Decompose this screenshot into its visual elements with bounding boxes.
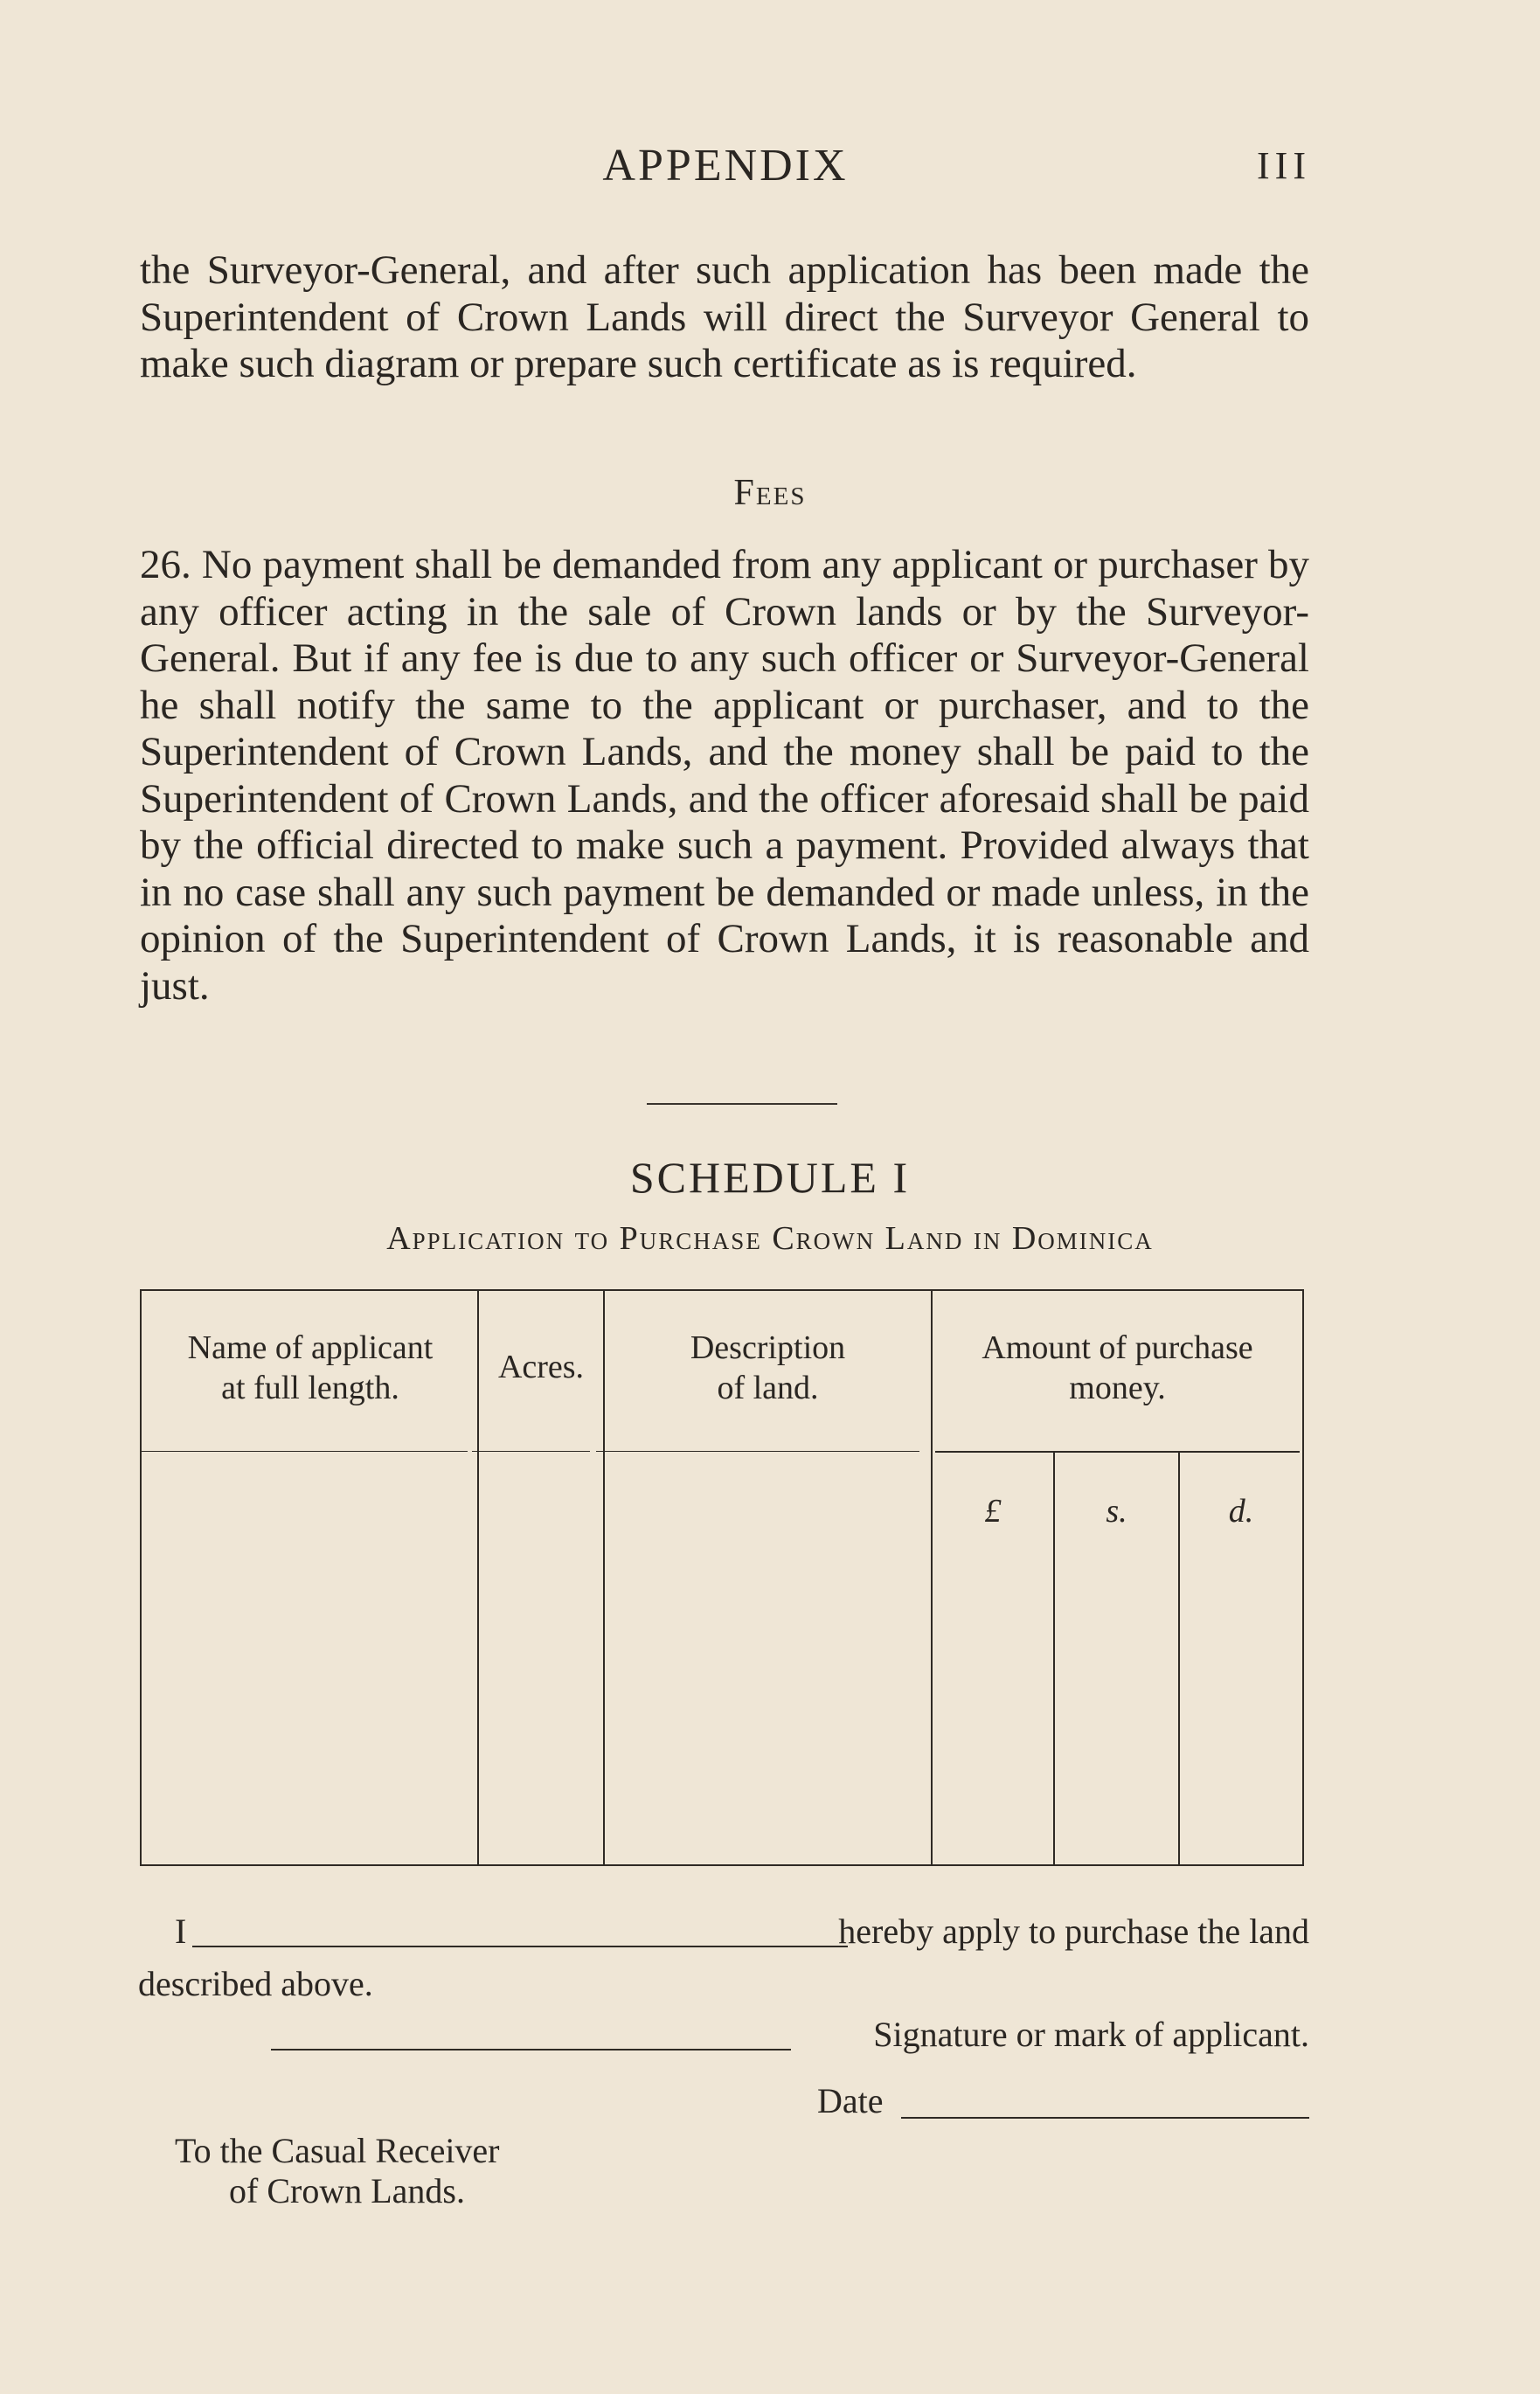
application-form-table [140, 1289, 1304, 1866]
header-underline-amount [935, 1451, 1300, 1453]
section-divider [647, 1103, 837, 1105]
table-right-rule [1302, 1289, 1304, 1866]
column-header-acres: Acres. [497, 1349, 585, 1385]
unit-pounds: £ [984, 1493, 1002, 1530]
page-number: III [1257, 144, 1311, 187]
signature-blank [271, 2049, 791, 2051]
table-top-rule [140, 1289, 1304, 1291]
paragraph-continued: the Surveyor-General, and after such application has been made the Superintendent of Crown Lands will direct the Surveyor General to make such diagram or prepare such certificate as is required. [140, 247, 1309, 386]
running-title: APPENDIX [602, 141, 849, 191]
date-blank [901, 2117, 1309, 2119]
column-header-name [149, 1328, 472, 1408]
header-underline-name [140, 1451, 468, 1452]
signature-label: Signature or mark of applicant. [873, 2015, 1309, 2054]
unit-pence: d. [1228, 1493, 1254, 1530]
unit-shillings: s. [1106, 1493, 1127, 1530]
column-header-name-line2: at full length. [221, 1370, 399, 1406]
addressee [175, 2131, 500, 2211]
apply-text: hereby apply to purchase the land [838, 1912, 1309, 1951]
schedule-subtitle: Application to Purchase Crown Land in Dominica [386, 1220, 1154, 1257]
date-line [817, 2080, 1309, 2124]
column-header-amount-line1: Amount of purchase [982, 1329, 1253, 1366]
table-bottom-rule [140, 1864, 1304, 1866]
column-header-description [605, 1328, 931, 1408]
date-label: Date [817, 2081, 884, 2120]
column-header-description-line2: of land. [717, 1370, 819, 1406]
column-header-name-line1: Name of applicant [187, 1329, 434, 1366]
column-header-description-line1: Description [690, 1329, 846, 1366]
signature-line [271, 2014, 1309, 2057]
addressee-line1: To the Casual Receiver [175, 2131, 500, 2170]
header-underline-desc [596, 1451, 919, 1452]
running-head [140, 140, 1311, 192]
column-header-amount-line2: money. [1069, 1370, 1166, 1406]
addressee-line2: of Crown Lands. [229, 2171, 465, 2210]
applicant-pronoun: I [175, 1912, 187, 1951]
section-heading-fees: Fees [733, 473, 807, 513]
table-left-rule [140, 1289, 142, 1866]
described-above-text: described above. [138, 1964, 373, 2003]
apply-statement [140, 1911, 1309, 1954]
header-underline-acres [472, 1451, 590, 1452]
applicant-name-blank [192, 1946, 848, 1947]
column-header-amount [933, 1328, 1302, 1408]
paragraph-26: 26. No payment shall be demanded from any applicant or purchaser by any officer acting in the sale of Crown lands or by the Surveyor-General. But if any fee is due to any such officer or Surveyor-General he shall notify the same to the applicant or purchaser, and to the Superintendent of Crown Lands, and the money shall be paid to the Superintendent of Crown Lands, and the officer aforesaid shall be paid by the official directed to make such a payment. Provided always that in no case shall any such payment be demanded or made unless, in the opinion of the Superintendent of Crown Lands, it is reasonable and just. [140, 542, 1309, 1009]
schedule-title: SCHEDULE I [629, 1153, 911, 1202]
